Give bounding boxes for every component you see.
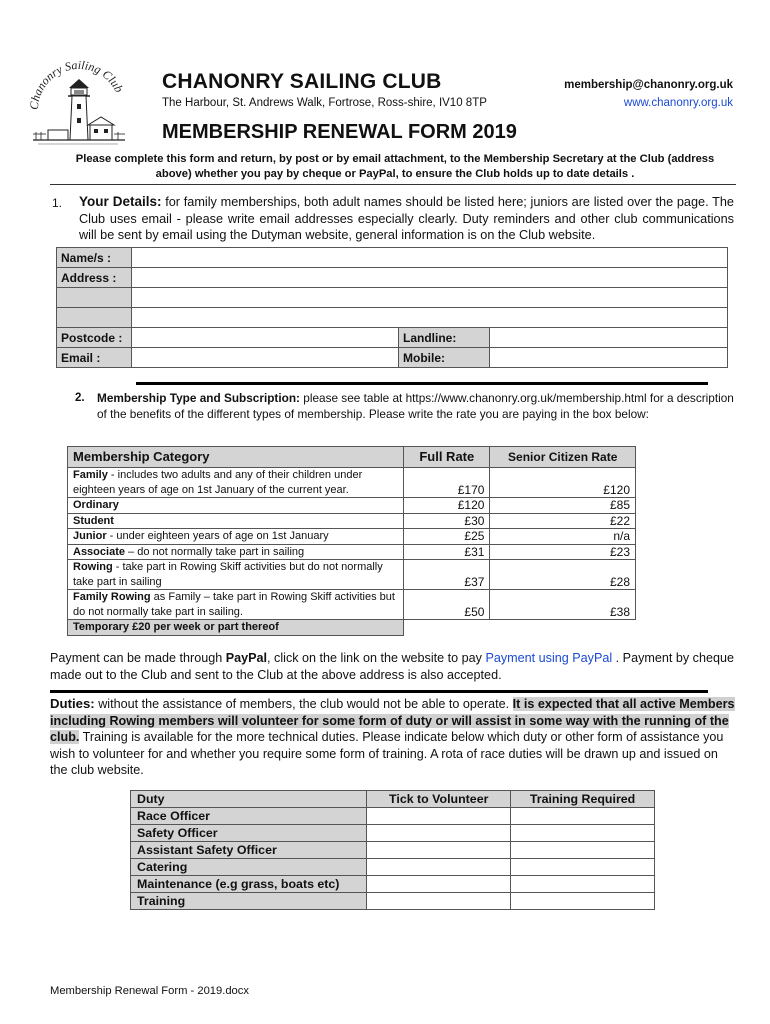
tick-to-volunteer-cell[interactable] [367,825,511,842]
address-field-1[interactable] [132,268,728,288]
club-name: CHANONRY SAILING CLUB [162,70,442,93]
membership-category [68,560,404,590]
section-divider [136,382,708,385]
paypal-link[interactable]: Payment using PayPal [485,651,613,665]
membership-category-desc: - take part in Rowing Skiff activities but do not normally take part in sailing [73,561,383,588]
address-field-3[interactable] [132,308,728,328]
membership-category-name: Student [73,514,114,527]
duties-divider [50,690,708,693]
tick-to-volunteer-cell[interactable] [367,842,511,859]
email-label: Email : [57,348,132,368]
duties-part-2: Training is available for the more technical duties. Please indicate below which duty or other form of assistance you wish to volunteer for and whether you require some form of training. A rota of race duties will be drawn up and issued on the club website. [50,730,724,777]
membership-category-desc: – do not normally take part in sailing [124,545,305,558]
membership-row [68,498,636,514]
senior-rate-value: £85 [490,498,636,514]
full-rate-value: £50 [404,590,490,620]
payment-text [50,650,736,683]
name-label: Name/s : [57,248,132,268]
training-required-cell[interactable] [511,808,655,825]
membership-row [68,560,636,590]
club-website-link[interactable]: www.chanonry.org.uk [623,97,733,109]
duty-name: Maintenance (e.g grass, boats etc) [131,876,367,893]
section-1-body: for family memberships, both adult names should be listed here; juniors are listed over the page. The Club uses email - please write email addresses especially clearly. Duty reminders and other club communications will be sent by email using the Dutyman website, general information is on the Club website. [79,195,734,242]
full-rate-value: £25 [404,529,490,545]
section-2-text [97,391,735,422]
intro-divider [50,184,736,185]
tick-to-volunteer-cell[interactable] [367,876,511,893]
name-field[interactable] [132,248,728,268]
duties-part-1: without the assistance of members, the club would not be able to operate. [94,697,513,711]
postcode-field[interactable] [132,328,399,348]
tick-header: Tick to Volunteer [367,791,511,808]
full-rate-header: Full Rate [404,447,490,468]
duty-row [131,842,655,859]
full-rate-value: £170 [404,468,490,498]
tick-to-volunteer-cell[interactable] [367,893,511,910]
senior-rate-value: £23 [490,544,636,560]
section-2-number: 2. [75,392,85,404]
membership-table [67,446,636,636]
senior-rate-value: £38 [490,590,636,620]
membership-row [68,468,636,498]
duties-highlight: It is expected that all active Members including Rowing members will volunteer for some form of duty or will assist in some way with the running of the club. [50,697,735,744]
membership-category [68,513,404,529]
membership-category-name: Family Rowing [73,591,151,603]
membership-category [68,544,404,560]
footer-filename: Membership Renewal Form - 2019.docx [50,985,249,997]
full-rate-value: £37 [404,560,490,590]
membership-category-desc: as Family – take part in Rowing Skiff activities but do not normally take part in sailing. [73,591,395,618]
membership-row [68,544,636,560]
tick-to-volunteer-cell[interactable] [367,859,511,876]
membership-category-name: Ordinary [73,499,119,511]
membership-category [68,468,404,498]
training-required-cell[interactable] [511,825,655,842]
full-rate-value: £31 [404,544,490,560]
duty-row [131,808,655,825]
duty-name: Race Officer [131,808,367,825]
mobile-field[interactable] [490,348,728,368]
membership-category-desc: - under eighteen years of age on 1st January [106,530,329,542]
duties-text [50,696,736,779]
membership-category-name: Associate [73,545,125,558]
duty-row [131,876,655,893]
membership-row [68,529,636,545]
intro-line-2: above) whether you pay by cheque or PayPal, to ensure the Club holds up to date details . [155,168,635,180]
intro-line-1: Please complete this form and return, by post or by email attachment, to the Membership Secretary at the Club (address [75,153,715,165]
payment-part-3: . Payment by cheque made out to the Club and sent to the Club at the above address is also accepted. [50,651,734,682]
email-field[interactable] [132,348,399,368]
membership-category [68,498,404,514]
membership-row [68,590,636,620]
address-label: Address : [57,268,132,288]
address-label-blank [57,308,132,328]
duty-name: Training [131,893,367,910]
duty-row [131,859,655,876]
address-label-blank [57,288,132,308]
full-rate-value: £30 [404,513,490,529]
paypal-label: PayPal [225,651,268,665]
section-1-number: 1. [52,196,63,210]
tick-to-volunteer-cell[interactable] [367,808,511,825]
section-2-heading: Membership Type and Subscription: [97,391,300,405]
membership-category-header: Membership Category [68,447,404,468]
membership-row [68,513,636,529]
membership-category-name: Rowing [73,561,113,573]
membership-category [68,590,404,620]
landline-field[interactable] [490,328,728,348]
training-required-cell[interactable] [511,893,655,910]
section-1-heading: Your Details: [79,194,162,209]
duties-heading: Duties: [50,696,95,711]
temporary-membership: Temporary £20 per week or part thereof [68,620,404,636]
landline-label: Landline: [399,328,490,348]
club-email[interactable]: membership@chanonry.org.uk [564,79,733,91]
duty-row [131,893,655,910]
section-1-text [79,194,734,244]
payment-part-1: Payment can be made through [50,651,226,665]
section-2-body: please see table at https://www.chanonry.org.uk/membership.html for a description of the benefits of the different types of membership. Please write the rate you are paying in the box below: [97,391,734,421]
club-address: The Harbour, St. Andrews Walk, Fortrose, Ross-shire, IV10 8TP [162,97,487,109]
membership-category [68,529,404,545]
duty-row [131,825,655,842]
duty-name: Assistant Safety Officer [131,842,367,859]
form-title: MEMBERSHIP RENEWAL FORM 2019 [162,121,517,143]
full-rate-value: £120 [404,498,490,514]
training-required-cell[interactable] [511,842,655,859]
membership-category-name: Junior [73,530,107,542]
address-field-2[interactable] [132,288,728,308]
intro-text [50,152,740,182]
senior-rate-header: Senior Citizen Rate [490,447,636,468]
logo-text: Chanonry Sailing Club [28,57,127,111]
mobile-label: Mobile: [399,348,490,368]
training-header: Training Required [511,791,655,808]
duty-name: Safety Officer [131,825,367,842]
postcode-label: Postcode : [57,328,132,348]
training-required-cell[interactable] [511,876,655,893]
temporary-blank [404,620,636,636]
training-required-cell[interactable] [511,859,655,876]
senior-rate-value: £22 [490,513,636,529]
duty-table [130,790,655,910]
membership-category-name: Family [73,469,108,481]
senior-rate-value: n/a [490,529,636,545]
member-details-table [56,247,728,368]
club-logo [28,48,128,153]
duty-header: Duty [131,791,367,808]
senior-rate-value: £28 [490,560,636,590]
senior-rate-value: £120 [490,468,636,498]
membership-category-desc: - includes two adults and any of their children under eighteen years of age on 1st January of the current year. [73,469,363,496]
duty-name: Catering [131,859,367,876]
payment-part-2: , click on the link on the website to pay [267,651,486,665]
